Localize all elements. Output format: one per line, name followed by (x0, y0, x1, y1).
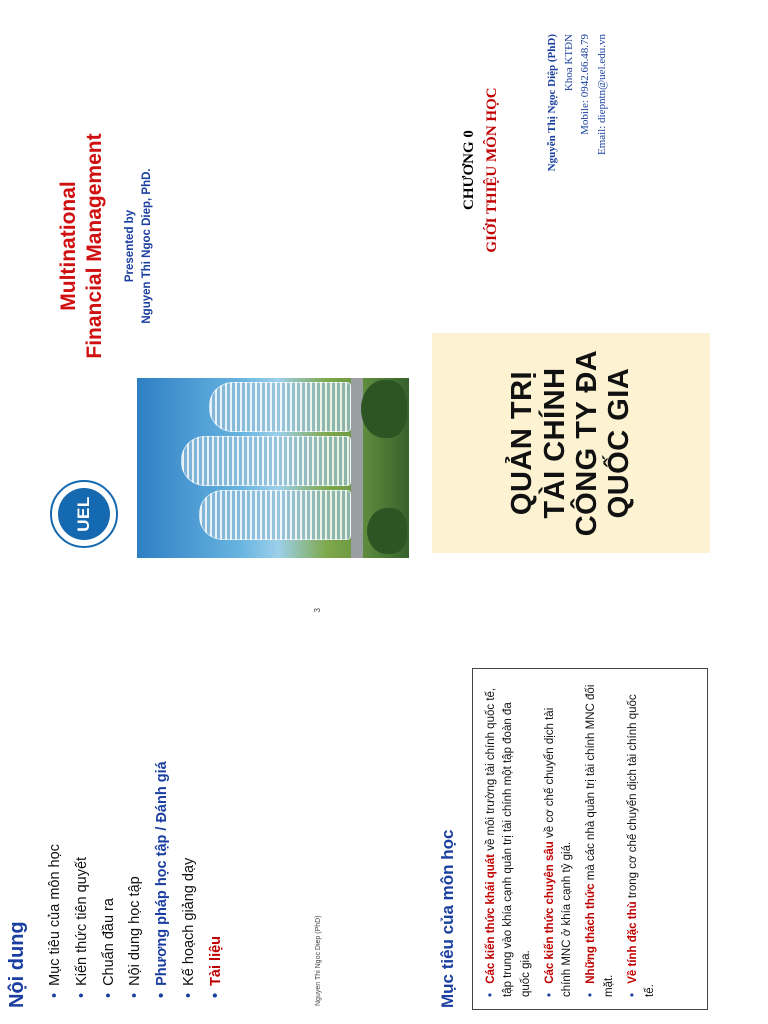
list-item: • Nội dung học tập (122, 578, 149, 998)
course-title-line4: QUỐC GIA (603, 367, 636, 519)
slide-title (42, 36, 332, 566)
chapter-number: CHƯƠNG 0 (461, 130, 477, 210)
presentation-title-line1: Multinational (57, 181, 80, 311)
slide-course-box (432, 333, 710, 553)
uel-logo-text: UEL (58, 488, 110, 540)
slide-page-number: 3 (313, 608, 322, 613)
course-title-text (506, 350, 636, 537)
objective-highlight: Những thách thức (585, 883, 598, 984)
objective-text: trong cơ chế chuyển dịch tài chính quốc tế. (626, 694, 656, 997)
slide-footer: Nguyen Thi Ngoc Diep (PhD) (315, 915, 322, 1006)
author-block (544, 34, 610, 294)
objective-highlight: Về tính đặc thù (626, 901, 639, 984)
building-tower-3 (209, 382, 351, 432)
photo-bush-1 (367, 508, 407, 554)
list-item (583, 681, 618, 997)
list-item: • Kế hoạch giảng dạy (176, 578, 203, 998)
presentation-title-line2: Financial Management (83, 133, 107, 359)
building-tower-2 (181, 436, 351, 486)
list-item (542, 681, 577, 997)
outline-list (42, 578, 230, 998)
author-mobile: Mobile: 0942.66.48.79 (579, 34, 591, 135)
slide-chapter (432, 20, 722, 320)
presented-by-label: Presented by (124, 209, 136, 283)
objective-highlight: Các kiến thức chuyên sâu (543, 841, 556, 984)
objectives-title: Mục tiêu của môn học (438, 829, 457, 1008)
presenter-name: Nguyen Thi Ngoc Diep, PhD. (140, 168, 153, 324)
campus-photo (137, 378, 409, 558)
list-item (483, 681, 535, 997)
uel-logo (50, 480, 118, 548)
list-item (625, 681, 660, 997)
objective-text: về cơ chế chuyển dịch tài chính MNC ở khía cạnh tỷ giá. (543, 707, 573, 997)
objectives-frame (472, 668, 708, 1010)
presentation-title (56, 46, 109, 446)
course-title-line3: CÔNG TY ĐA (571, 349, 603, 537)
author-faculty: Khoa KTĐN (562, 34, 575, 92)
list-item: • Phương pháp học tập / Đánh giá (149, 578, 176, 998)
slide-objectives (432, 654, 722, 1024)
objective-text: về môi trường tài chính quốc tế, tập trung vào khía cạnh quản trị tài chính một tập đoàn đa quốc gia. (485, 687, 532, 997)
course-title-panel (432, 333, 710, 553)
slide-outline (0, 594, 330, 1024)
course-title-line1: QUẢN TRỊ (506, 370, 539, 516)
outline-title: Nội dung (6, 921, 28, 1008)
objectives-list (483, 681, 659, 997)
objective-highlight: Các kiến thức khái quát (485, 854, 497, 984)
list-item: • Mục tiêu của môn học (42, 578, 69, 998)
list-item: • Kiến thức tiên quyết (69, 578, 96, 998)
course-title-line2: TÀI CHÍNH (538, 367, 571, 519)
list-item: • Chuẩn đầu ra (96, 578, 123, 998)
photo-bush-2 (361, 380, 407, 438)
list-item: • Tài liệu (203, 578, 230, 998)
objective-text: mà các nhà quản trị tài chính MNC đối mặt. (585, 684, 615, 997)
chapter-title: GIỚI THIỆU MÔN HỌC (483, 87, 500, 253)
building-tower-1 (199, 490, 351, 540)
chapter-heading (458, 20, 503, 320)
author-email: Email: diepntn@uel.edu.vn (595, 34, 608, 156)
author-name: Nguyễn Thị Ngọc Diệp (PhD) (546, 34, 558, 172)
